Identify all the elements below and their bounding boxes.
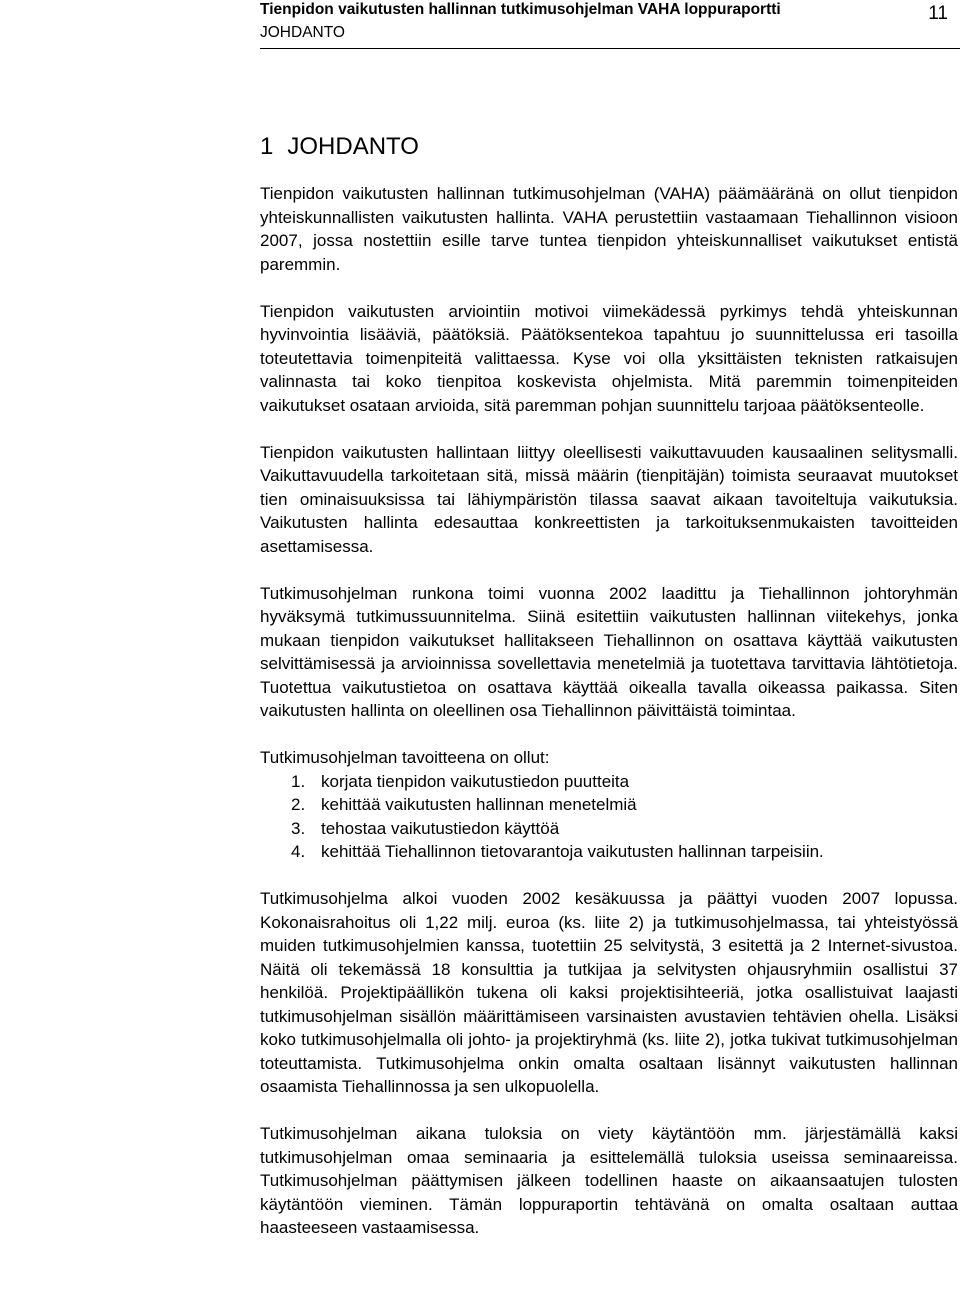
- header-title: Tienpidon vaikutusten hallinnan tutkimusohjelman VAHA loppuraportti: [260, 1, 781, 18]
- list-item: [260, 793, 958, 817]
- paragraph: Tienpidon vaikutusten arviointiin motivoi viimekädessä pyrkimys tehdä yhteiskunnan hyvinvointia lisääviä, päätöksiä. Päätöksentekoa tapahtuu jo suunnittelussa eri tasoilla toteutettavia toimenpiteitä valittaessa. Kyse voi olla yksittäisten teknisten ratkaisujen valinnasta tai koko tienpitoa koskevista ohjelmista. Mitä paremmin toimenpiteiden vaikutukset osataan arvioida, sitä paremman pohjan suunnittelu tarjoaa päätöksenteolle.: [260, 301, 958, 415]
- list-number: 2.: [291, 795, 306, 814]
- goals-intro: Tutkimusohjelman tavoitteena on ollut:: [260, 748, 550, 767]
- list-number: 3.: [291, 818, 306, 838]
- running-header: [260, 0, 960, 49]
- list-text: kehittää Tiehallinnon tietovarantoja vaikutusten hallinnan tarpeisiin.: [321, 842, 824, 861]
- body-text: [260, 182, 958, 1240]
- paragraph: Tutkimusohjelma alkoi vuoden 2002 kesäkuussa ja päättyi vuoden 2007 lopussa. Kokonaisrahoitus oli 1,22 milj. euroa (ks. liite 2) ja tutkimusohjelmassa, tai yhteistyössä muiden tutkimusohjelmien kanssa, tuotettiin 25 selvitystä, 3 esitettä ja 2 Internet-sivustoa. Näitä oli tekemässä 18 konsulttia ja tutkijaa ja selvitysten ohjausryhmiin osallistui 37 henkilöä. Projektipäällikön tukena oli kaksi projektisihteeriä, jotka osallistuivat laajasti tutkimusohjelman sisällön määrittämiseen varsinaisten avustavien tehtävien ohella. Lisäksi koko tutkimusohjelmalla oli johto- ja projektiryhmä (ks. liite 2), jotka tukivat tutkimusohjelman toteuttamista. Tutkimusohjelma onkin omalta osaltaan lisännyt vaikutusten hallinnan osaamista Tiehallinnossa ja sen ulkopuolella.: [260, 889, 958, 1096]
- paragraph: Tienpidon vaikutusten hallinnan tutkimusohjelman (VAHA) päämääränä on ollut tienpidon yhteiskunnallisten vaikutusten hallinta. VAHA perustettiin vastaamaan Tiehallinnon visioon 2007, jossa nostettiin esille tarve tuntea tienpidon yhteiskunnalliset vaikutukset entistä paremmin.: [260, 184, 958, 274]
- list-text: korjata tienpidon vaikutustiedon puutteita: [321, 771, 630, 791]
- list-item: [260, 770, 958, 794]
- goals-list: [260, 770, 958, 864]
- list-item: [260, 840, 958, 864]
- chapter-title: JOHDANTO: [287, 133, 419, 160]
- chapter-number: 1: [260, 133, 274, 160]
- header-section: JOHDANTO: [260, 24, 345, 41]
- chapter-heading: [260, 132, 419, 162]
- paragraph: Tienpidon vaikutusten hallintaan liittyy oleellisesti vaikuttavuuden kausaalinen selitysmalli. Vaikuttavuudella tarkoitetaan sitä, missä määrin (tienpitäjän) toimista seuraavat muutokset tien ominaisuuksissa tai lähiympäristön tilassa saavat aikaan tavoiteltuja vaikutuksia. Vaikutusten hallinta edesauttaa konkreettisten ja tarkoituksenmukaisten tavoitteiden asettamisessa.: [260, 442, 958, 556]
- page-number: 11: [928, 3, 948, 24]
- list-number: 1.: [291, 771, 306, 791]
- list-number: 4.: [291, 842, 306, 861]
- list-text: kehittää vaikutusten hallinnan menetelmiä: [321, 795, 637, 814]
- paragraph: Tutkimusohjelman aikana tuloksia on viety käytäntöön mm. järjestämällä kaksi tutkimusohjelman omaa seminaaria ja esittelemällä tuloksia useissa seminaareissa. Tutkimusohjelman päättymisen jälkeen todellinen haaste on aikaansaatujen tulosten käytäntöön vieminen. Tämän loppuraportin tehtävänä on omalta osaltaan auttaa haasteeseen vastaamisessa.: [260, 1124, 958, 1237]
- paragraph: Tutkimusohjelman runkona toimi vuonna 2002 laadittu ja Tiehallinnon johtoryhmän hyväksymä tutkimussuunnitelma. Siinä esitettiin vaikutusten hallinnan viitekehys, jonka mukaan tienpidon vaikutukset hallitakseen Tiehallinnon on osattava käyttää vaikutusten selvittämisessä ja arvioinnissa sovellettavia menetelmiä ja tuotettava tarvittavia lähtötietoja. Tuotettua vaikutustietoa on osattava käyttää oikealla tavalla oikeassa paikassa. Siten vaikutusten hallinta on oleellinen osa Tiehallinnon päivittäistä toimintaa.: [260, 583, 958, 720]
- list-text: tehostaa vaikutustiedon käyttöä: [321, 818, 560, 838]
- list-item: [260, 817, 958, 841]
